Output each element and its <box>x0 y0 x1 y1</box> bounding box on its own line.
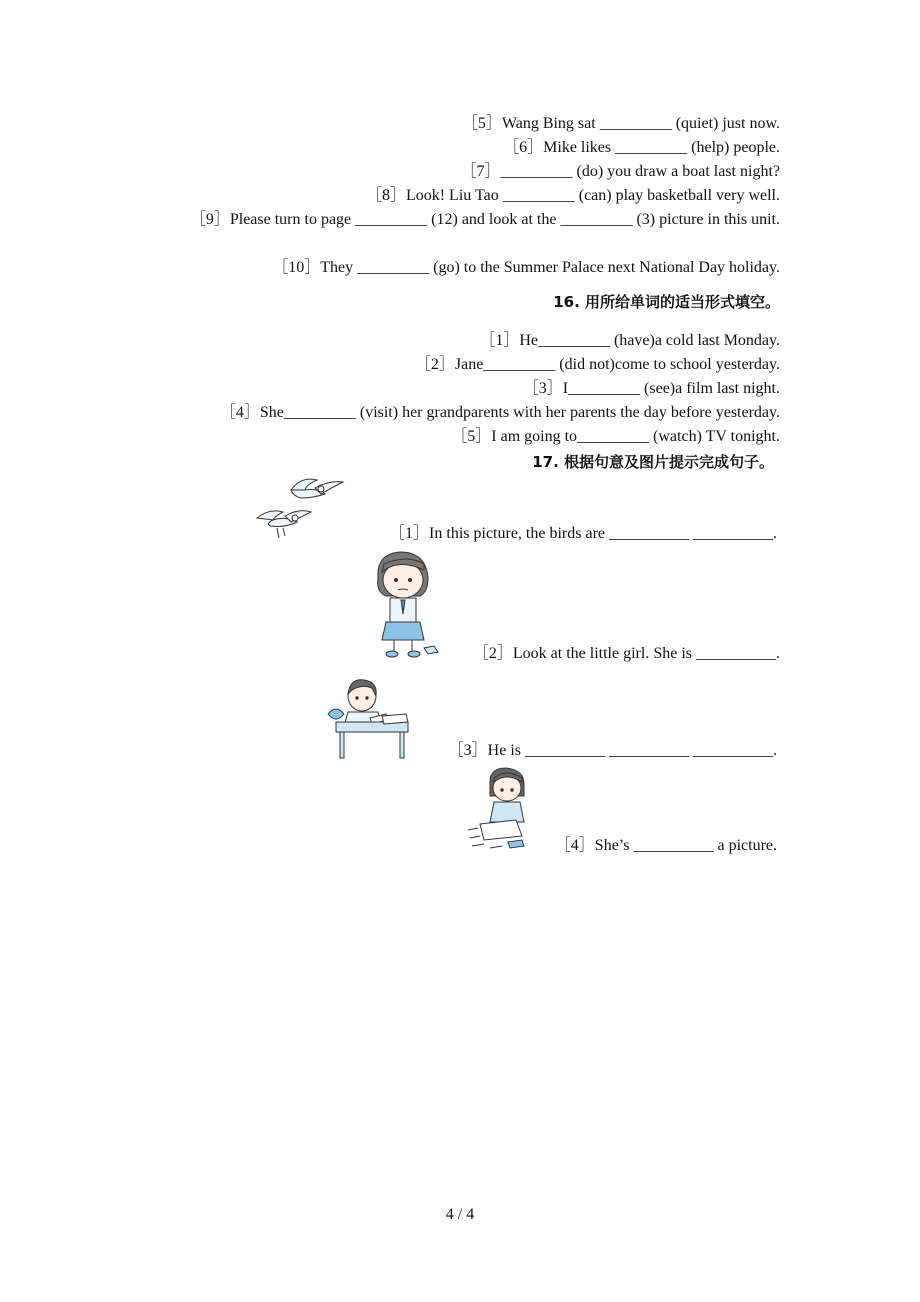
question-17-4: ［4］She’s __________ a picture. <box>554 837 777 854</box>
question-17-3: ［3］He is __________ __________ __________. <box>447 742 777 759</box>
question-16-1: ［1］He_________ (have)a cold last Monday. <box>479 332 780 349</box>
question-16-4: ［4］She_________ (visit) her grandparents with her parents the day before yesterday. <box>219 404 780 421</box>
question-16-3: ［3］I_________ (see)a film last night. <box>522 380 780 397</box>
question-15-6: ［6］Mike likes _________ (help) people. <box>503 139 780 156</box>
question-17-1: ［1］In this picture, the birds are __________ __________. <box>389 525 777 542</box>
question-15-7: ［7］_________ (do) you draw a boat last night? <box>460 163 780 180</box>
flying-birds-illustration <box>255 472 347 542</box>
page-number: 4 / 4 <box>445 1206 475 1223</box>
question-15-9: ［9］Please turn to page _________ (12) and look at the _________ (3) picture in this unit. <box>189 211 780 228</box>
boy-writing-at-desk-illustration <box>326 674 414 760</box>
question-16-5: ［5］I am going to_________ (watch) TV tonight. <box>451 428 780 445</box>
sad-girl-illustration <box>368 548 440 660</box>
question-15-10: ［10］They _________ (go) to the Summer Palace next National Day holiday. <box>272 259 780 276</box>
question-15-8: ［8］Look! Liu Tao _________ (can) play basketball very well. <box>365 187 780 204</box>
question-15-5: ［5］Wang Bing sat _________ (quiet) just now. <box>461 115 780 132</box>
question-17-2: ［2］Look at the little girl. She is __________. <box>472 645 780 662</box>
question-16-2: ［2］Jane_________ (did not)come to school yesterday. <box>414 356 780 373</box>
section-16-heading: 16. 用所给单词的适当形式填空。 <box>553 293 780 311</box>
section-17-heading: 17. 根据句意及图片提示完成句子。 <box>532 453 774 471</box>
girl-drawing-picture-illustration <box>466 766 536 854</box>
